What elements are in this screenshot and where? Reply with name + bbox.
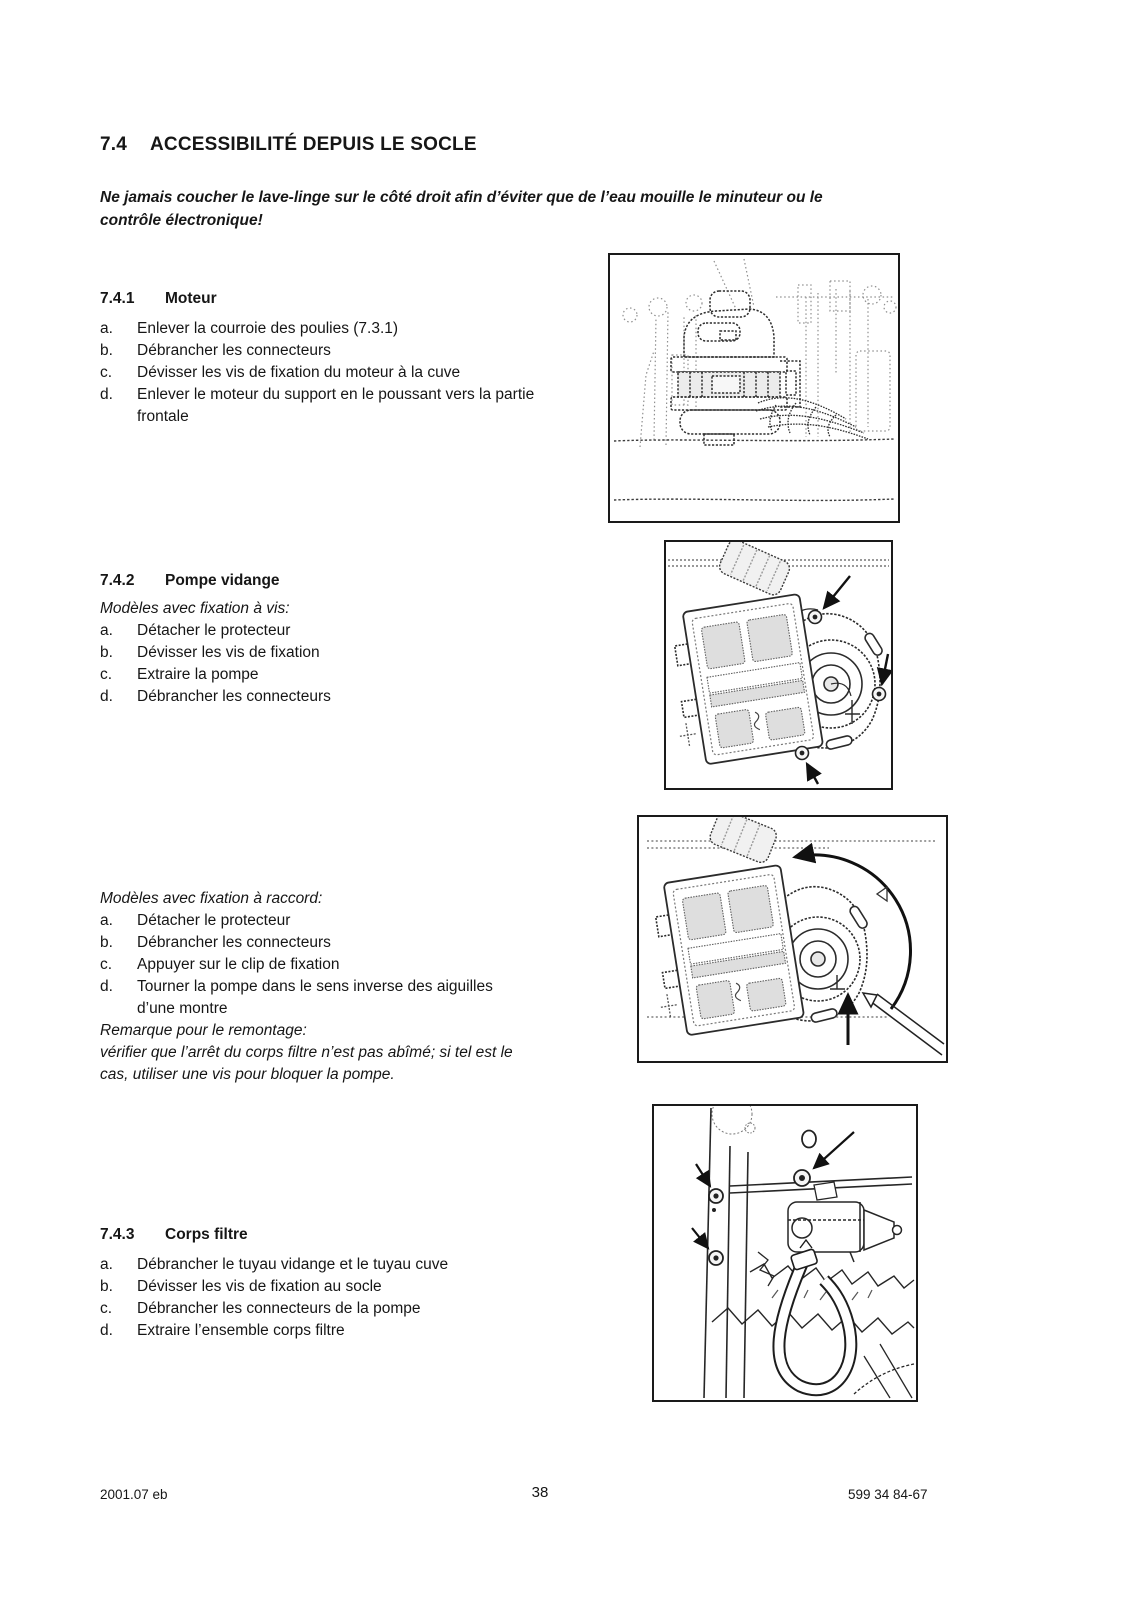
step-marker: a. [100, 912, 113, 929]
section-pompe-raccord [100, 888, 605, 1086]
section-heading-label: Corps filtre [165, 1226, 248, 1243]
remark-title: Remarque pour le remontage: [100, 1022, 307, 1039]
section-heading-number: 7.4.1 [100, 290, 135, 307]
step-marker: a. [100, 622, 113, 639]
step-text: Dévisser les vis de fixation [137, 644, 320, 661]
step-text: Enlever la courroie des poulies (7.3.1) [137, 320, 399, 337]
step-text: Débrancher les connecteurs [137, 688, 331, 705]
step-marker: c. [100, 364, 113, 381]
step-marker: b. [100, 934, 113, 951]
step-text: Appuyer sur le clip de fixation [137, 956, 340, 973]
variant-subheading: Modèles avec fixation à vis: [100, 600, 290, 617]
figure-drain-pump-bayonet-fixation [637, 815, 948, 1063]
step-item [100, 954, 605, 976]
step-item [100, 1254, 605, 1276]
section-pompe-vidange [100, 570, 570, 708]
step-marker: b. [100, 342, 113, 359]
step-item [100, 340, 570, 362]
step-text: Extraire l’ensemble corps filtre [137, 1322, 345, 1339]
step-marker: d. [100, 1322, 113, 1339]
section-heading-number: 7.4.3 [100, 1226, 135, 1243]
step-text: Débrancher les connecteurs [137, 934, 331, 951]
step-item [100, 910, 605, 932]
drain-pump-line-drawing [666, 542, 891, 788]
step-item [100, 664, 570, 686]
section-corps-filtre [100, 1224, 605, 1342]
step-item [100, 362, 570, 384]
filter-body-line-drawing [654, 1106, 916, 1400]
step-item [100, 642, 570, 664]
figure-motor-illustration [608, 253, 900, 523]
step-list [100, 910, 605, 1020]
step-marker: a. [100, 1256, 113, 1273]
step-list [100, 620, 570, 708]
step-text-line: frontale [137, 408, 189, 425]
step-text: Débrancher le tuyau vidange et le tuyau cuve [137, 1256, 449, 1273]
footer-revision: 2001.07 eb [100, 1487, 168, 1502]
step-list [100, 1254, 605, 1342]
figure-drain-pump-screw-fixation [664, 540, 893, 790]
step-marker: b. [100, 1278, 113, 1295]
step-text-line: d’une montre [137, 1000, 228, 1017]
step-item [100, 1320, 605, 1342]
page-title-row [100, 134, 477, 156]
remark-line: vérifier que l’arrêt du corps filtre n’est pas abîmé; si tel est le [100, 1044, 513, 1061]
footer-publication-number: 599 34 84-67 [848, 1487, 928, 1502]
step-text: Dévisser les vis de fixation au socle [137, 1278, 382, 1295]
step-marker: c. [100, 956, 113, 973]
section-heading-label: Pompe vidange [165, 572, 280, 589]
step-marker: d. [100, 978, 113, 995]
page-title: ACCESSIBILITÉ DEPUIS LE SOCLE [150, 134, 477, 155]
warning-line: Ne jamais coucher le lave-linge sur le côté droit afin d’éviter que de l’eau mouille le minuteur ou le [100, 189, 823, 206]
step-item [100, 976, 605, 1020]
section-heading [100, 288, 570, 310]
section-moteur [100, 288, 570, 428]
footer-page-number: 38 [531, 1484, 549, 1501]
step-marker: d. [100, 688, 113, 705]
step-marker: c. [100, 1300, 113, 1317]
step-text: Débrancher les connecteurs [137, 342, 331, 359]
step-item [100, 318, 570, 340]
section-heading-label: Moteur [165, 290, 217, 307]
step-marker: b. [100, 644, 113, 661]
step-item [100, 932, 605, 954]
step-text-line: Tourner la pompe dans le sens inverse des aiguilles [137, 978, 493, 995]
warning-text [100, 186, 823, 232]
step-text: Dévisser les vis de fixation du moteur à la cuve [137, 364, 461, 381]
step-text: Détacher le protecteur [137, 622, 291, 639]
step-text [137, 384, 570, 428]
drain-pump-rotation-line-drawing [639, 817, 946, 1061]
section-number: 7.4 [100, 134, 128, 155]
step-marker: a. [100, 320, 113, 337]
step-item [100, 1276, 605, 1298]
step-text [137, 976, 605, 1020]
step-text-line: Enlever le moteur du support en le poussant vers la partie [137, 386, 535, 403]
step-text: Extraire la pompe [137, 666, 259, 683]
step-item [100, 686, 570, 708]
step-item [100, 384, 570, 428]
warning-line: contrôle électronique! [100, 212, 263, 229]
section-heading [100, 570, 570, 592]
step-list [100, 318, 570, 428]
step-item [100, 620, 570, 642]
section-heading-number: 7.4.2 [100, 572, 135, 589]
step-text: Détacher le protecteur [137, 912, 291, 929]
step-text: Débrancher les connecteurs de la pompe [137, 1300, 421, 1317]
section-heading [100, 1224, 605, 1246]
motor-line-drawing [610, 255, 898, 521]
remark-line: cas, utiliser une vis pour bloquer la pompe. [100, 1066, 395, 1083]
step-item [100, 1298, 605, 1320]
variant-subheading: Modèles avec fixation à raccord: [100, 890, 323, 907]
step-marker: c. [100, 666, 113, 683]
step-marker: d. [100, 386, 113, 403]
figure-filter-body-illustration [652, 1104, 918, 1402]
